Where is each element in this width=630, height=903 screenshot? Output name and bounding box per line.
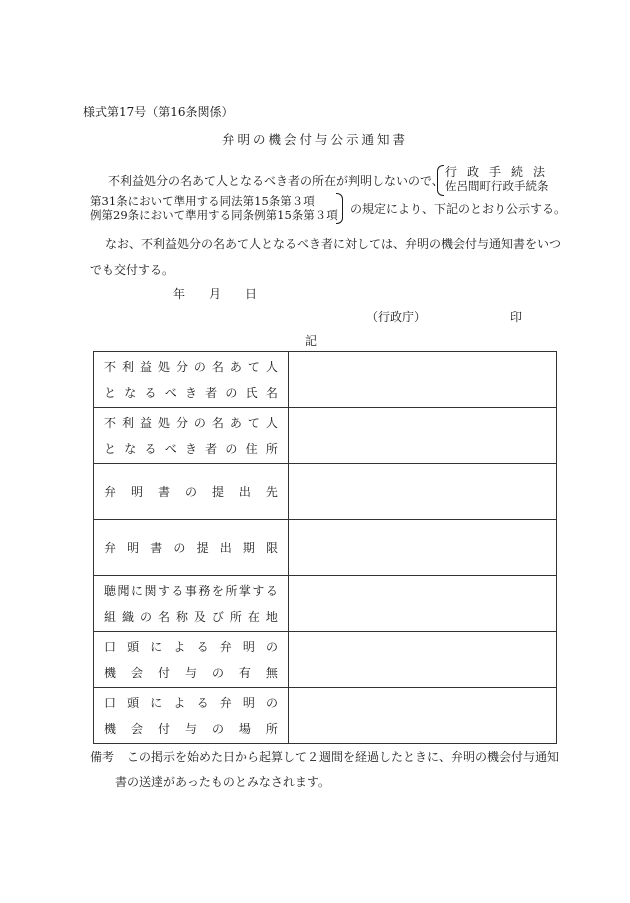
label-char: 弁 bbox=[219, 639, 232, 654]
label-char: 無 bbox=[265, 665, 278, 680]
label-char: 務 bbox=[198, 583, 211, 598]
label-char: 分 bbox=[175, 415, 188, 430]
label-char: 期 bbox=[242, 540, 255, 555]
label-char: す bbox=[157, 583, 170, 598]
label-char: る bbox=[196, 639, 209, 654]
value-cell[interactable] bbox=[289, 408, 557, 464]
table-row bbox=[94, 576, 557, 632]
row-label bbox=[94, 520, 289, 576]
value-cell[interactable] bbox=[289, 464, 557, 520]
label-char: の bbox=[173, 540, 186, 555]
details-table bbox=[93, 351, 557, 744]
label-char: 明 bbox=[127, 540, 140, 555]
label-char: 名 bbox=[211, 415, 224, 430]
row-label bbox=[94, 408, 289, 464]
label-char: 口 bbox=[104, 695, 117, 710]
label-line-2 bbox=[104, 380, 278, 406]
law-char: 行 bbox=[445, 165, 458, 179]
label-char: て bbox=[247, 359, 260, 374]
law-lower-line-1: 第31条において準用する同法第15条第３項 bbox=[90, 194, 315, 208]
label-char: の bbox=[225, 441, 238, 456]
label-char: 限 bbox=[265, 540, 278, 555]
label-char: 提 bbox=[211, 484, 224, 499]
date-day: 日 bbox=[245, 287, 258, 301]
label-char: 会 bbox=[130, 721, 143, 736]
form-number: 様式第17号（第16条関係） bbox=[83, 105, 234, 119]
label-char: の bbox=[265, 695, 278, 710]
label-char: 機 bbox=[104, 665, 117, 680]
label-char: て bbox=[247, 415, 260, 430]
row-label bbox=[94, 576, 289, 632]
date-month: 月 bbox=[209, 287, 222, 301]
label-line-1 bbox=[104, 354, 278, 380]
label-char: 利 bbox=[121, 415, 134, 430]
label-char: 明 bbox=[130, 484, 143, 499]
label-char: 益 bbox=[139, 415, 152, 430]
label-char: 及 bbox=[193, 609, 206, 624]
label-char: な bbox=[124, 441, 137, 456]
label-char: 所 bbox=[225, 583, 238, 598]
label-char: 在 bbox=[247, 609, 260, 624]
label-char: と bbox=[104, 441, 117, 456]
label-char: 弁 bbox=[104, 484, 117, 499]
label-char: 聞 bbox=[117, 583, 130, 598]
label-char: 機 bbox=[104, 721, 117, 736]
label-char: 者 bbox=[205, 441, 218, 456]
label-char: 不 bbox=[104, 359, 117, 374]
law-char: 政 bbox=[466, 165, 479, 179]
label-char: に bbox=[130, 583, 143, 598]
paragraph-1-start: 不利益処分の名あて人となるべき者の所在が判明しないので、 bbox=[108, 174, 444, 188]
label-char: 頭 bbox=[127, 639, 140, 654]
label-char: 出 bbox=[219, 540, 232, 555]
law-lower-line-2: 例第29条において準用する同条例第15条第３項 bbox=[90, 208, 338, 222]
label-line-2 bbox=[104, 716, 278, 742]
table-row bbox=[94, 632, 557, 688]
label-char: る bbox=[196, 695, 209, 710]
label-char: 者 bbox=[205, 385, 218, 400]
label-char: よ bbox=[173, 639, 186, 654]
ki-heading: 記 bbox=[305, 334, 318, 348]
table-row bbox=[94, 520, 557, 576]
value-cell[interactable] bbox=[289, 688, 557, 744]
label-line-1 bbox=[104, 521, 278, 575]
label-line-2 bbox=[104, 660, 278, 686]
label-char: あ bbox=[229, 415, 242, 430]
label-line-2 bbox=[104, 436, 278, 462]
label-char: る bbox=[265, 583, 278, 598]
label-char: 名 bbox=[211, 359, 224, 374]
label-char: 書 bbox=[157, 484, 170, 499]
note-label: 備考 bbox=[90, 750, 115, 764]
label-char: 口 bbox=[104, 639, 117, 654]
label-char: 織 bbox=[121, 609, 134, 624]
label-char: の bbox=[265, 639, 278, 654]
label-char: す bbox=[252, 583, 265, 598]
label-char: の bbox=[193, 359, 206, 374]
label-char: の bbox=[211, 665, 224, 680]
paragraph-1-end: の規定により、下記のとおり公示する。 bbox=[350, 202, 567, 216]
label-char: と bbox=[104, 385, 117, 400]
label-char: 与 bbox=[184, 721, 197, 736]
paragraph-2-line-2: でも交付する。 bbox=[90, 263, 175, 277]
label-line-2 bbox=[104, 604, 278, 630]
label-char: 利 bbox=[121, 359, 134, 374]
label-char: 人 bbox=[265, 359, 278, 374]
label-char: 所 bbox=[229, 609, 242, 624]
note-line-1: この掲示を始めた日から起算して２週間を経過したときに、弁明の機会付与通知 bbox=[127, 750, 560, 764]
label-char: る bbox=[171, 583, 184, 598]
label-char: な bbox=[124, 385, 137, 400]
label-char: 弁 bbox=[104, 540, 117, 555]
label-char: よ bbox=[173, 695, 186, 710]
label-char: 所 bbox=[265, 721, 278, 736]
label-char: 不 bbox=[104, 415, 117, 430]
row-label bbox=[94, 688, 289, 744]
label-char: 頭 bbox=[127, 695, 140, 710]
label-char: 関 bbox=[144, 583, 157, 598]
row-label bbox=[94, 632, 289, 688]
law-upper-line-2: 佐呂間町行政手続条 bbox=[445, 179, 549, 193]
label-line-1 bbox=[104, 578, 278, 604]
law-char: 手 bbox=[488, 165, 501, 179]
label-char: の bbox=[211, 721, 224, 736]
agency-name: （行政庁） bbox=[366, 310, 427, 324]
label-char: る bbox=[144, 441, 157, 456]
label-line-1 bbox=[104, 690, 278, 716]
label-char: あ bbox=[229, 359, 242, 374]
label-char: 与 bbox=[184, 665, 197, 680]
label-char: 益 bbox=[139, 359, 152, 374]
label-char: の bbox=[184, 484, 197, 499]
label-char: 事 bbox=[184, 583, 197, 598]
label-line-1 bbox=[104, 410, 278, 436]
label-char: 明 bbox=[242, 695, 255, 710]
label-char: 処 bbox=[157, 359, 170, 374]
label-char: 称 bbox=[175, 609, 188, 624]
left-bracket bbox=[437, 165, 444, 196]
label-char: を bbox=[211, 583, 224, 598]
label-char: 組 bbox=[104, 609, 117, 624]
label-char: の bbox=[139, 609, 152, 624]
right-bracket bbox=[336, 193, 343, 224]
seal-mark: 印 bbox=[510, 310, 523, 324]
table-row bbox=[94, 408, 557, 464]
law-char: 続 bbox=[510, 165, 523, 179]
value-cell[interactable] bbox=[289, 576, 557, 632]
label-char: に bbox=[150, 695, 163, 710]
label-char: 処 bbox=[157, 415, 170, 430]
value-cell[interactable] bbox=[289, 352, 557, 408]
document-title: 弁明の機会付与公示通知書 bbox=[221, 132, 408, 147]
label-char: る bbox=[144, 385, 157, 400]
note-line-2: 書の送達があったものとみなされます。 bbox=[115, 775, 330, 789]
label-line-1 bbox=[104, 465, 278, 519]
label-char: 出 bbox=[238, 484, 251, 499]
value-cell[interactable] bbox=[289, 520, 557, 576]
label-char: 弁 bbox=[219, 695, 232, 710]
label-char: 名 bbox=[157, 609, 170, 624]
label-char: べ bbox=[164, 385, 177, 400]
label-char: き bbox=[184, 385, 197, 400]
label-char: の bbox=[225, 385, 238, 400]
row-label bbox=[94, 464, 289, 520]
label-char: 付 bbox=[157, 665, 170, 680]
label-char: 地 bbox=[265, 609, 278, 624]
label-char: 先 bbox=[265, 484, 278, 499]
label-char: 氏 bbox=[245, 385, 258, 400]
label-char: 場 bbox=[238, 721, 251, 736]
label-char: 人 bbox=[265, 415, 278, 430]
label-char: 所 bbox=[265, 441, 278, 456]
label-char: 書 bbox=[150, 540, 163, 555]
value-cell[interactable] bbox=[289, 632, 557, 688]
label-char: 名 bbox=[265, 385, 278, 400]
label-char: に bbox=[150, 639, 163, 654]
table-row bbox=[94, 464, 557, 520]
label-line-1 bbox=[104, 634, 278, 660]
label-char: 分 bbox=[175, 359, 188, 374]
label-char: 住 bbox=[245, 441, 258, 456]
table-row bbox=[94, 688, 557, 744]
label-char: 提 bbox=[196, 540, 209, 555]
label-char: 掌 bbox=[238, 583, 251, 598]
label-char: び bbox=[211, 609, 224, 624]
label-char: べ bbox=[164, 441, 177, 456]
law-char: 法 bbox=[532, 165, 545, 179]
label-char: 明 bbox=[242, 639, 255, 654]
table-row bbox=[94, 352, 557, 408]
label-char: 聴 bbox=[104, 583, 117, 598]
label-char: 会 bbox=[130, 665, 143, 680]
date-year: 年 bbox=[173, 287, 186, 301]
label-char: の bbox=[193, 415, 206, 430]
label-char: 付 bbox=[157, 721, 170, 736]
row-label bbox=[94, 352, 289, 408]
label-char: 有 bbox=[238, 665, 251, 680]
label-char: き bbox=[184, 441, 197, 456]
paragraph-2-line-1: なお、不利益処分の名あて人となるべき者に対しては、弁明の機会付与通知書をいつ bbox=[105, 237, 562, 251]
